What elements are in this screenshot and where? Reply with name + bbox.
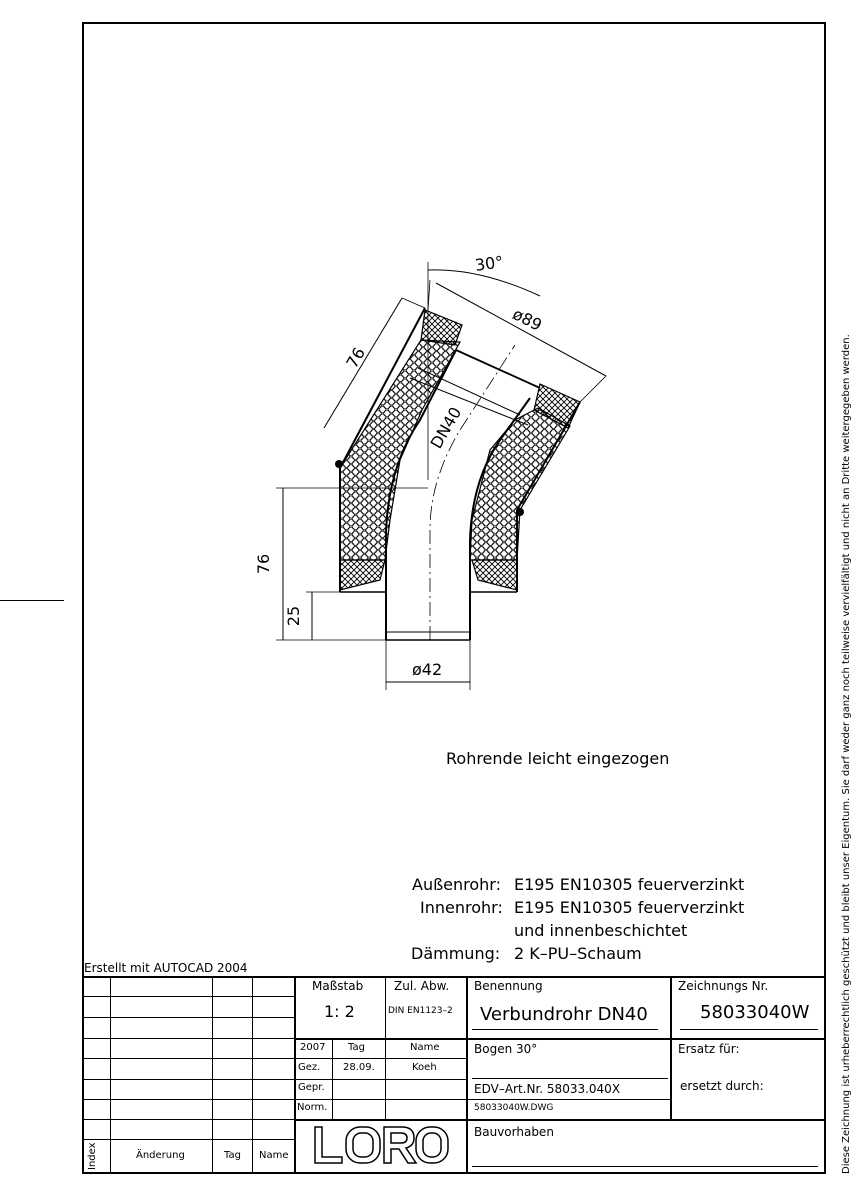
nominal-size-dimension: DN40: [426, 403, 466, 452]
tolerance-header: Zul. Abw.: [394, 979, 450, 993]
angle-dimension: 30°: [473, 252, 505, 275]
revision-name-header: Name: [259, 1150, 289, 1161]
replacement-for: Ersatz für:: [678, 1042, 740, 1056]
material-value-2: und innenbeschichtet: [514, 921, 688, 940]
revision-change-header: Änderung: [136, 1150, 185, 1161]
upper-length-dimension: 76: [342, 344, 370, 372]
drawn-name: Koeh: [412, 1062, 437, 1073]
drawing-no-header: Zeichnungs Nr.: [678, 979, 769, 993]
left-length-dimension: 76: [254, 553, 274, 575]
description: Bogen 30°: [474, 1042, 538, 1056]
revision-day-header: Tag: [224, 1150, 241, 1161]
drawn-date: 28.09.: [343, 1062, 375, 1073]
created-with: Erstellt mit AUTOCAD 2004: [84, 961, 248, 975]
material-label-0: Außenrohr:: [412, 875, 501, 894]
outer-diameter-dimension: ø89: [509, 304, 546, 335]
article-number: EDV–Art.Nr. 58033.040X: [474, 1082, 621, 1096]
copyright-note: Diese Zeichnung ist urheberrechtlich geschützt und bleibt unser Eigentum. Sie darf weder ganz noch teilweise vervielfältigt und nicht an Dritte weitergegeben werden.: [841, 334, 852, 1174]
material-label-3: Dämmung:: [411, 944, 501, 963]
offset-dimension: 25: [284, 605, 304, 627]
cap-top-left: [421, 310, 462, 345]
bottom-diameter-dimension: ø42: [412, 660, 443, 679]
person-header: Name: [410, 1042, 440, 1053]
material-value-3: 2 K–PU–Schaum: [514, 944, 642, 963]
drawn-label: Gez.: [298, 1062, 321, 1073]
tolerance-value: DIN EN1123–2: [388, 1006, 453, 1016]
checked-label: Gepr.: [298, 1082, 325, 1093]
year: 2007: [300, 1042, 326, 1053]
name-value: Verbundrohr DN40: [480, 1004, 648, 1025]
file-name: 58033040W.DWG: [474, 1103, 554, 1113]
material-value-0: E195 EN10305 feuerverzinkt: [514, 875, 745, 894]
cap-bottom-left: [340, 560, 385, 590]
scale-header: Maßstab: [312, 979, 364, 993]
material-label-1: Innenrohr:: [420, 898, 503, 917]
norm-label: Norm.: [297, 1102, 328, 1113]
cap-bottom-right: [472, 560, 517, 590]
name-header: Benennung: [474, 979, 543, 993]
material-value-1: E195 EN10305 feuerverzinkt: [514, 898, 745, 917]
drawing-no-value: 58033040W: [700, 1002, 810, 1023]
loro-logo: [312, 1124, 450, 1166]
foam-right: [470, 408, 570, 560]
replaced-by: ersetzt durch:: [680, 1079, 764, 1093]
project-label: Bauvorhaben: [474, 1125, 554, 1139]
revision-index-header: Index: [87, 1142, 98, 1170]
scale-value: 1: 2: [324, 1002, 355, 1021]
day-header: Tag: [348, 1042, 365, 1053]
drawing-note: Rohrende leicht eingezogen: [446, 749, 670, 768]
